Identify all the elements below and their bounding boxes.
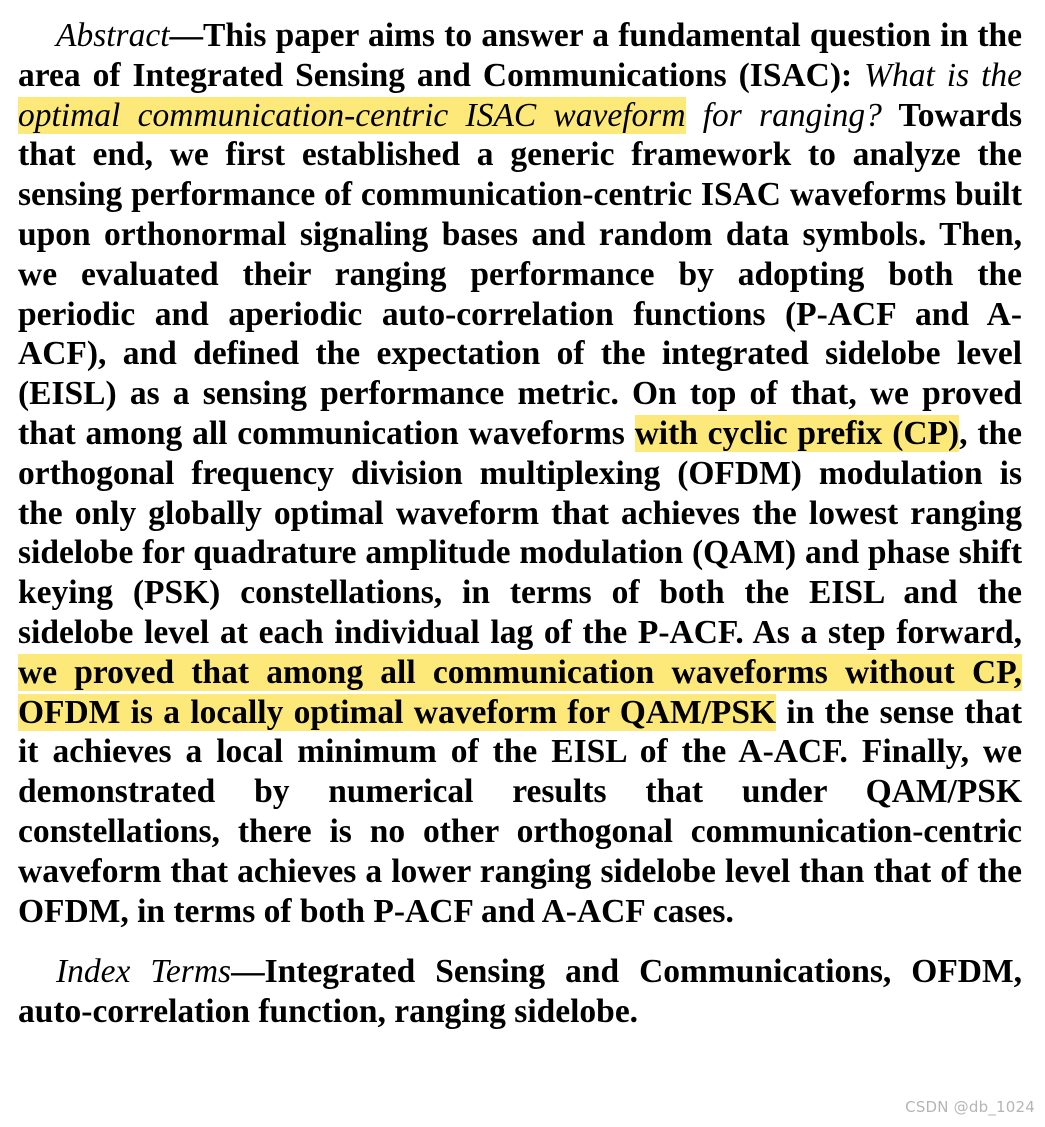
highlight-optimal-waveform: optimal communication-centric ISAC waveform xyxy=(18,96,686,134)
abstract-dash: — xyxy=(169,17,204,54)
index-terms-label: Index Terms xyxy=(56,953,232,991)
abstract-body-1: Towards that end, we first established a generic framework to analyze the sensing performance of communication-centric ISAC waveforms built upon orthonormal signaling bases and random data symbols. Then, we evaluated their ranging performance by adopting both the periodic and aperiodic auto-correlation functions (P-ACF and A-ACF), and defined the expectation of the integrated sidelobe level (EISL) as a sensing performance metric. On top of that, we proved that among all communication waveforms xyxy=(18,96,1022,452)
paper-page xyxy=(18,16,1022,1032)
csdn-watermark: CSDN @db_1024 xyxy=(905,1098,1035,1116)
research-question-end: for ranging? xyxy=(685,96,882,134)
abstract-body-3: in the sense that it achieves a local minimum of the EISL of the A-ACF. Finally, we demonstrated by numerical results that under QAM/PSK constellations, there is no other orthogonal communication-centric waveform that achieves a lower ranging sidelobe level than that of the OFDM, in terms of both P-ACF and A-ACF cases. xyxy=(18,693,1023,930)
index-terms-text: Integrated Sensing and Communications, OFDM, auto-correlation function, ranging sidelobe. xyxy=(18,953,1022,1031)
index-terms-dash: — xyxy=(231,953,265,991)
index-terms-paragraph xyxy=(18,952,1022,1032)
highlight-cyclic-prefix: with cyclic prefix (CP) xyxy=(634,414,960,452)
research-question-start: What is the xyxy=(864,56,1023,94)
abstract-sentence-1: This paper aims to answer a fundamental question in the area of Integrated Sensing and Communications (ISAC): xyxy=(18,17,1022,94)
abstract-paragraph xyxy=(18,16,1022,931)
abstract-label: Abstract xyxy=(56,17,170,54)
abstract-body-2: , the orthogonal frequency division multiplexing (OFDM) modulation is the only globally optimal waveform that achieves the lowest ranging sidelobe for quadrature amplitude modulation (QAM) and phase shift keying (PSK) constellations, in terms of both the EISL and the sidelobe level at each individual lag of the P-ACF. As a step forward, xyxy=(18,414,1022,651)
highlight-locally-optimal: we proved that among all communication waveforms without CP, OFDM is a locally optimal waveform for QAM/PSK xyxy=(18,653,1022,731)
